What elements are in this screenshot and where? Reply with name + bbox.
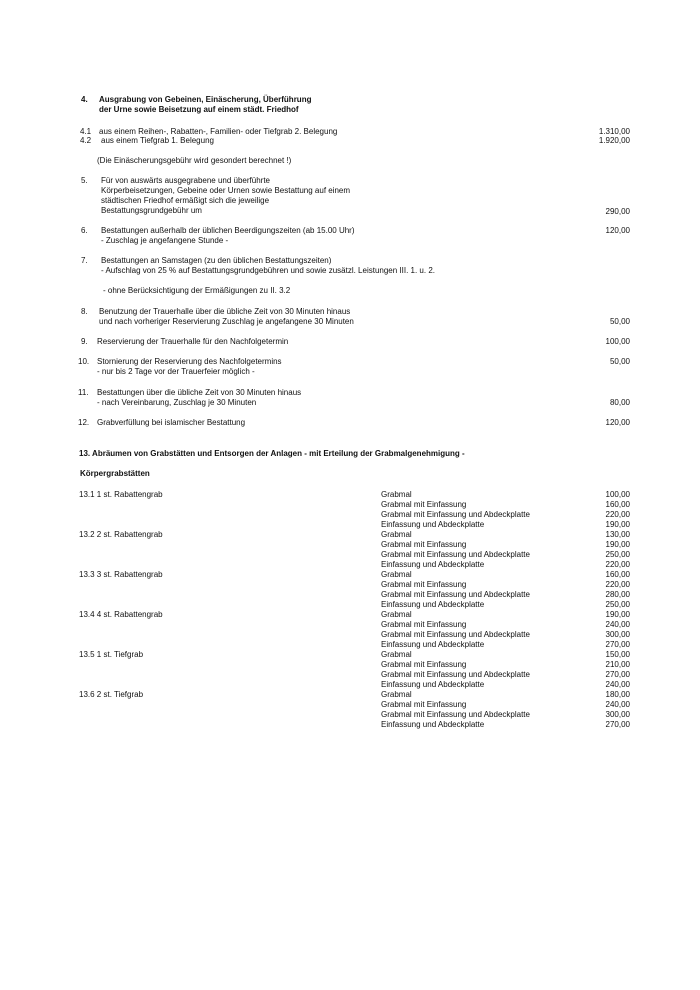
fee-amount: 210,00 [605,660,630,669]
fee-amount: 160,00 [605,570,630,579]
fee-amount: 240,00 [605,700,630,709]
section-13-heading: 13. Abräumen von Grabstätten und Entsorgen der Anlagen - mit Erteilung der Grabmalgenehmigung - [79,449,465,458]
fee-desc: Grabmal [381,490,412,499]
section-4-title-line2: der Urne sowie Beisetzung auf einem städt. Friedhof [99,105,299,114]
item-8-number: 8. [81,307,88,316]
item-11-line: Bestattungen über die übliche Zeit von 30 Minuten hinaus [97,388,302,397]
item-7-extra: - ohne Berücksichtigung der Ermäßigungen zu II. 3.2 [103,286,291,295]
group-label: 13.6 2 st. Tiefgrab [79,690,144,699]
fee-amount: 300,00 [605,710,630,719]
item-9-amount: 100,00 [605,337,630,346]
fee-desc: Grabmal mit Einfassung und Abdeckplatte [381,550,530,559]
fee-amount: 180,00 [605,690,630,699]
item-8-line: und nach vorheriger Reservierung Zuschlag je angefangene 30 Minuten [99,317,354,326]
item-5-line: Körperbeisetzungen, Gebeine oder Urnen sowie Bestattung auf einem [101,186,351,195]
fee-desc: Grabmal [381,650,412,659]
fee-amount: 250,00 [605,600,630,609]
fee-amount: 160,00 [605,500,630,509]
group-label: 13.4 4 st. Rabattengrab [79,610,163,619]
item-8-line: Benutzung der Trauerhalle über die übliche Zeit von 30 Minuten hinaus [99,307,351,316]
section-4-note: (Die Einäscherungsgebühr wird gesondert berechnet !) [97,156,292,165]
fee-desc: Grabmal mit Einfassung [381,660,467,669]
item-11-amount: 80,00 [609,398,630,407]
item-6-amount: 120,00 [605,226,630,235]
item-7-number: 7. [81,256,88,265]
fee-desc: Grabmal mit Einfassung [381,700,467,709]
fee-desc: Einfassung und Abdeckplatte [381,680,485,689]
item-12-amount: 120,00 [605,418,630,427]
item-4-1-number: 4.1 [80,127,92,136]
fee-amount: 240,00 [605,620,630,629]
fee-amount: 250,00 [605,550,630,559]
fee-desc: Grabmal mit Einfassung [381,500,467,509]
fee-amount: 220,00 [605,510,630,519]
fee-desc: Einfassung und Abdeckplatte [381,720,485,729]
fee-desc: Grabmal mit Einfassung und Abdeckplatte [381,510,530,519]
fee-desc: Einfassung und Abdeckplatte [381,600,485,609]
fee-desc: Grabmal [381,570,412,579]
item-11-line: - nach Vereinbarung, Zuschlag je 30 Minuten [97,398,257,407]
item-5-amount: 290,00 [605,207,630,216]
item-6-line: - Zuschlag je angefangene Stunde - [101,236,229,245]
item-9-text: Reservierung der Trauerhalle für den Nachfolgetermin [97,337,289,346]
fee-amount: 300,00 [605,630,630,639]
item-8-amount: 50,00 [609,317,630,326]
section-13-subheading: Körpergrabstätten [80,469,150,478]
fee-desc: Grabmal mit Einfassung und Abdeckplatte [381,710,530,719]
item-7-line: - Aufschlag von 25 % auf Bestattungsgrundgebühren und sowie zusätzl. Leistungen III. 1. u. 2. [101,266,435,275]
fee-amount: 270,00 [605,720,630,729]
fee-desc: Grabmal mit Einfassung und Abdeckplatte [381,630,530,639]
item-6-number: 6. [81,226,88,235]
item-10-line: Stornierung der Reservierung des Nachfolgetermins [97,357,282,366]
fee-amount: 100,00 [605,490,630,499]
fee-amount: 190,00 [605,610,630,619]
fee-desc: Einfassung und Abdeckplatte [381,640,485,649]
fee-amount: 270,00 [605,640,630,649]
fee-desc: Grabmal mit Einfassung und Abdeckplatte [381,670,530,679]
item-12-number: 12. [78,418,90,427]
fee-desc: Grabmal [381,690,412,699]
item-7-line: Bestattungen an Samstagen (zu den üblichen Bestattungszeiten) [101,256,332,265]
section-4-title-line1: Ausgrabung von Gebeinen, Einäscherung, Überführung [99,95,312,104]
item-5-number: 5. [81,176,88,185]
item-10-line: - nur bis 2 Tage vor der Trauerfeier möglich - [97,367,255,376]
fee-amount: 190,00 [605,540,630,549]
fee-amount: 220,00 [605,560,630,569]
fee-desc: Grabmal mit Einfassung und Abdeckplatte [381,590,530,599]
item-5-line: Bestattungsgrundgebühr um [101,206,202,215]
fee-desc: Grabmal [381,610,412,619]
fee-desc: Grabmal mit Einfassung [381,540,467,549]
item-4-2-number: 4.2 [80,136,92,145]
fee-amount: 190,00 [605,520,630,529]
fee-amount: 240,00 [605,680,630,689]
group-label: 13.1 1 st. Rabattengrab [79,490,163,499]
section-4-number: 4. [81,95,88,104]
fee-amount: 280,00 [605,590,630,599]
item-10-number: 10. [78,357,90,366]
fee-desc: Grabmal mit Einfassung [381,620,467,629]
item-4-2-amount: 1.920,00 [598,136,630,145]
item-4-1-amount: 1.310,00 [598,127,630,136]
item-4-2-text: aus einem Tiefgrab 1. Belegung [101,136,214,145]
item-9-number: 9. [81,337,88,346]
fee-amount: 270,00 [605,670,630,679]
fee-amount: 220,00 [605,580,630,589]
item-10-amount: 50,00 [609,357,630,366]
fee-amount: 150,00 [605,650,630,659]
item-12-text: Grabverfüllung bei islamischer Bestattung [97,418,246,427]
group-label: 13.2 2 st. Rabattengrab [79,530,163,539]
item-11-number: 11. [78,388,89,397]
fee-desc: Einfassung und Abdeckplatte [381,520,485,529]
fee-desc: Grabmal [381,530,412,539]
fee-amount: 130,00 [605,530,630,539]
item-5-line: Für von auswärts ausgegrabene und überführte [101,176,270,185]
item-5-line: städtischen Friedhof ermäßigt sich die jeweilige [101,196,270,205]
group-label: 13.3 3 st. Rabattengrab [79,570,163,579]
group-label: 13.5 1 st. Tiefgrab [79,650,144,659]
fee-desc: Einfassung und Abdeckplatte [381,560,485,569]
item-4-1-text: aus einem Reihen-, Rabatten-, Familien- oder Tiefgrab 2. Belegung [99,127,338,136]
item-6-line: Bestattungen außerhalb der üblichen Beerdigungszeiten (ab 15.00 Uhr) [101,226,355,235]
fee-desc: Grabmal mit Einfassung [381,580,467,589]
